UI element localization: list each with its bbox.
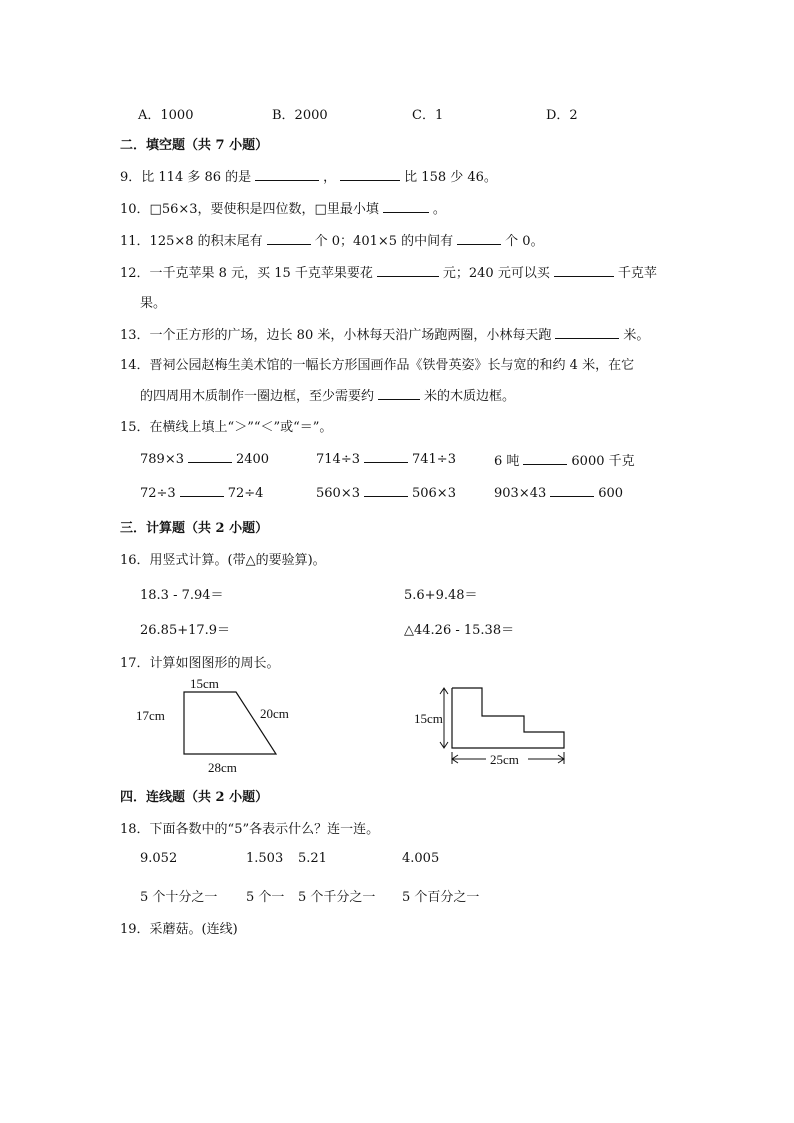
q9-text-c: 比 158 少 46。: [404, 170, 497, 185]
compare-left: 6 吨: [494, 454, 520, 469]
q13-text-b: 米。: [623, 328, 650, 343]
q9-text-a: 9．比 114 多 86 的是: [120, 170, 252, 185]
compare-left: 560×3: [316, 486, 360, 501]
question-15: 15．在横线上填上“＞”“＜”或“＝”。: [120, 420, 333, 435]
compare-5: [316, 484, 456, 501]
question-9: [120, 166, 497, 185]
trapezoid-bottom-label: 28cm: [208, 760, 237, 775]
staircase-shape: [452, 688, 564, 748]
q11-text-c: 个 0。: [505, 234, 544, 249]
q13-text-a: 13．一个正方形的广场，边长 80 米，小林每天沿广场跑两圈，小林每天跑: [120, 328, 552, 343]
q14-text-b: 的四周用木质制作一圈边框，至少需要约: [140, 389, 375, 404]
q12-blank-1[interactable]: [377, 264, 439, 277]
compare-blank[interactable]: [188, 450, 232, 463]
compare-left: 72÷3: [140, 486, 176, 501]
compare-right: 72÷4: [227, 486, 264, 501]
section-heading-fill-blank: 二．填空题（共 7 小题）: [120, 138, 269, 153]
choice-a: A．1000: [138, 108, 194, 123]
staircase-width-label: 25cm: [490, 752, 519, 767]
q11-blank-1[interactable]: [267, 232, 311, 245]
q9-blank-1[interactable]: [255, 168, 319, 181]
question-13: [120, 324, 649, 343]
compare-blank[interactable]: [364, 450, 408, 463]
choice-d: D．2: [546, 108, 578, 123]
q9-text-b: ，: [323, 170, 337, 185]
match-meaning[interactable]: 5 个百分之一: [402, 890, 480, 905]
q10-text-a: 10．□56×3，要使积是四位数，□里最小填: [120, 202, 379, 217]
trapezoid-top-label: 15cm: [190, 676, 219, 691]
q9-blank-2[interactable]: [340, 168, 400, 181]
question-11: [120, 230, 544, 249]
compare-4: [140, 484, 263, 501]
match-meaning[interactable]: 5 个十分之一: [140, 890, 218, 905]
q12-continued: 果。: [140, 296, 167, 311]
calc-item: △44.26 - 15.38＝: [404, 623, 515, 638]
q12-text-b: 元；240 元可以买: [442, 266, 550, 281]
q14-blank[interactable]: [378, 387, 420, 400]
q11-blank-2[interactable]: [457, 232, 501, 245]
compare-6: [494, 484, 623, 501]
q12-blank-2[interactable]: [554, 264, 614, 277]
compare-left: 714÷3: [316, 452, 360, 467]
compare-1: [140, 450, 269, 467]
q12-text-c: 千克苹: [617, 266, 657, 281]
match-number[interactable]: 4.005: [402, 851, 440, 866]
compare-right: 741÷3: [411, 452, 456, 467]
trapezoid-left-label: 17cm: [136, 708, 165, 723]
question-10: [120, 198, 446, 217]
compare-right: 2400: [235, 452, 270, 467]
choice-c: C．1: [412, 108, 444, 123]
compare-blank[interactable]: [523, 452, 567, 465]
q14-continued: [140, 385, 515, 404]
question-19: 19．采蘑菇。(连线): [120, 922, 238, 937]
compare-blank[interactable]: [550, 484, 594, 497]
question-12: [120, 262, 657, 281]
q10-text-b: 。: [432, 202, 446, 217]
compare-left: 903×43: [494, 486, 547, 501]
staircase-figure: [410, 678, 580, 770]
q14-text-c: 米的木质边框。: [424, 389, 516, 404]
calc-item: 26.85+17.9＝: [140, 623, 231, 638]
compare-blank[interactable]: [364, 484, 408, 497]
q13-blank[interactable]: [555, 326, 619, 339]
q11-text-a: 11．125×8 的积末尾有: [120, 234, 263, 249]
trapezoid-figure: [130, 670, 320, 780]
q11-text-b: 个 0；401×5 的中间有: [314, 234, 454, 249]
compare-3: [494, 450, 635, 469]
q10-blank[interactable]: [383, 200, 429, 213]
match-meaning[interactable]: 5 个千分之一: [298, 890, 376, 905]
question-14: 14．晋祠公园赵梅生美术馆的一幅长方形国画作品《铁骨英姿》长与宽的和约 4 米，在它: [120, 358, 635, 373]
calc-item: 5.6+9.48＝: [404, 588, 478, 603]
match-meaning[interactable]: 5 个一: [246, 890, 285, 905]
compare-blank[interactable]: [180, 484, 224, 497]
question-18: 18．下面各数中的“5”各表示什么？连一连。: [120, 822, 380, 837]
section-heading-matching: 四．连线题（共 2 小题）: [120, 790, 269, 805]
question-17: 17．计算如图图形的周长。: [120, 656, 280, 671]
trapezoid-shape: [184, 692, 276, 754]
compare-right: 600: [598, 486, 624, 501]
match-number[interactable]: 9.052: [140, 851, 178, 866]
staircase-height-label: 15cm: [414, 711, 443, 726]
compare-left: 789×3: [140, 452, 184, 467]
compare-right: 506×3: [411, 486, 456, 501]
compare-2: [316, 450, 456, 467]
match-number[interactable]: 1.503: [246, 851, 284, 866]
question-16: 16．用竖式计算。(带△的要验算)。: [120, 553, 326, 568]
q12-text-a: 12．一千克苹果 8 元，买 15 千克苹果要花: [120, 266, 373, 281]
section-heading-calculation: 三．计算题（共 2 小题）: [120, 521, 269, 536]
choice-b: B．2000: [272, 108, 328, 123]
compare-right: 6000 千克: [571, 454, 635, 469]
match-number[interactable]: 5.21: [298, 851, 327, 866]
calc-item: 18.3 - 7.94＝: [140, 588, 224, 603]
trapezoid-right-label: 20cm: [260, 706, 289, 721]
